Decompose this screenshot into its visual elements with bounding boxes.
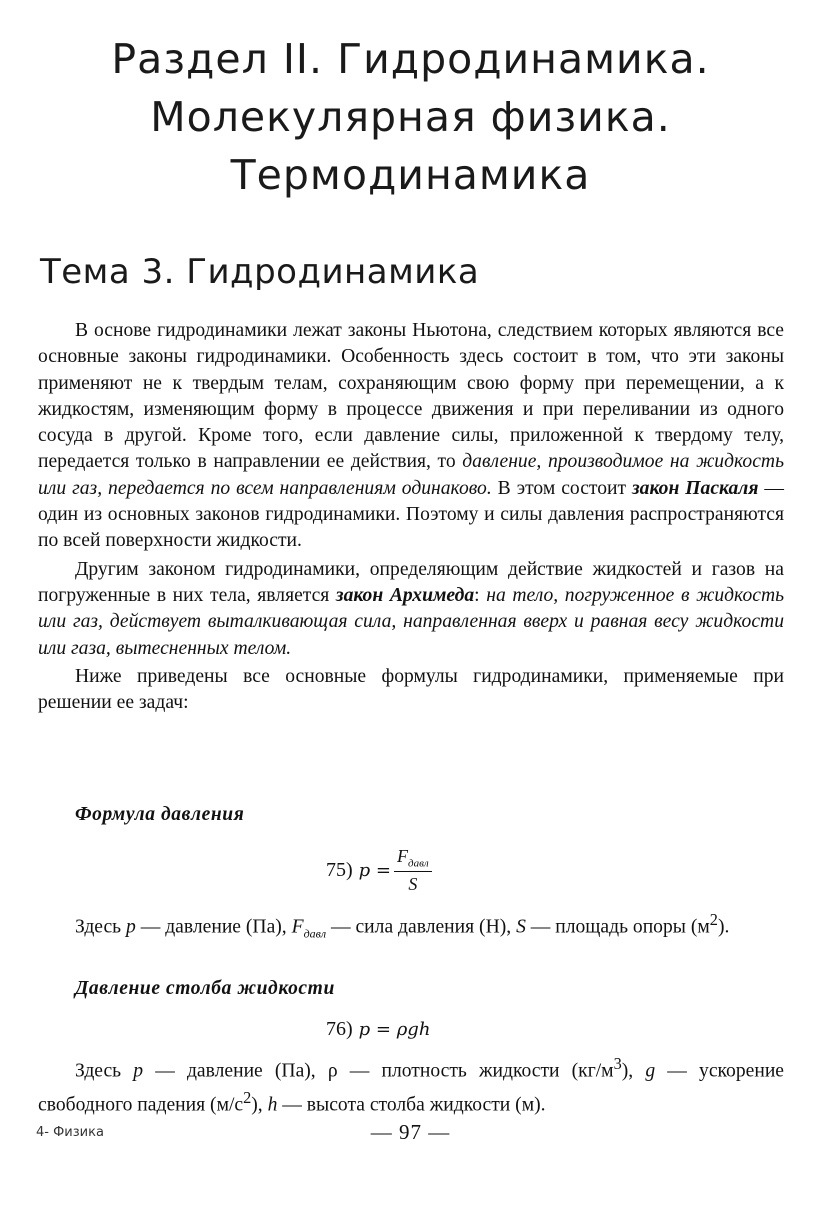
formula-75-numerator: $F_{давл}$ (394, 846, 432, 872)
printer-signature: 4- Физика (36, 1125, 104, 1140)
page-number: — 97 — (370, 1120, 451, 1144)
section-title-line-2: Молекулярная физика. (150, 93, 671, 141)
section-title-line-3: Термодинамика (230, 151, 591, 199)
formula-75-denominator: S (408, 873, 418, 894)
formula-75-heading: Формула давления (75, 804, 245, 825)
section-title-line-1: Раздел II. Гидродинамика. (111, 35, 710, 83)
topic-title: Тема 3. Гидродинамика (40, 252, 480, 292)
section-title (40, 30, 781, 204)
formula-76-number: 76) (326, 1018, 353, 1040)
pascal-statement: давление, производимое на жидкость или газ, передается по всем направлениям одинаково. (38, 451, 784, 499)
formula-75-fraction (394, 846, 432, 895)
archimedes-statement: на тело, погруженное в жидкость или газ, действует выталкивающая сила, направленная вверх и равная весу жидкости или газа, вытесненных телом. (38, 584, 785, 659)
paragraph-formulas-intro: Ниже приведены все основные формулы гидродинамики, применяемые при решении ее задач: (38, 665, 784, 714)
archimedes-law-term: закон Архимеда (335, 584, 475, 606)
formula-76-explanation: Здесь p — давление (Па), ρ — плотность жидкости $(кг/м^3)$, g — ускорение свободного падения $(м/с^2)$, h — высота столба жидкости (м). (38, 1054, 784, 1116)
paragraph-archimedes: Другим законом гидродинамики, определяющим действие жидкостей и газов на погруженные в них тела, является закон Архимеда: на тело, погруженное в жидкость или газ, действует выталкивающая сила, направленная вверх и равная весу жидкости или газа, вытесненных телом. (38, 558, 785, 659)
formula-76 (326, 1018, 430, 1041)
formula-75-explanation: Здесь p — давление (Па), $F_{давл}$ — сила давления (Н), S — площадь опоры $(м^2)$. (75, 910, 730, 941)
formula-76-heading: Давление столба жидкости (75, 978, 335, 999)
body-text (38, 318, 784, 718)
formula-75-number: 75) (326, 858, 353, 881)
paragraph-pascal: В основе гидродинамики лежат законы Ньютона, следствием которых являются все основные законы гидродинамики. Особенность здесь состоит в том, что эти законы применяют не к твердым телам, сохраняющим свою форму при перемещении, а к жидкостям, изменяющим форму в процессе движения и при переливании из одного сосуда в другой. Кроме того, если давление силы, приложенной к твердому телу, передается только в направлении ее действия, то давление, производимое на жидкость или газ, передается по всем направлениям одинаково. В этом состоит закон Паскаля — один из основных законов гидродинамики. Поэтому и силы давления распространяются по всей поверхности жидкости. (38, 320, 784, 552)
formula-75 (326, 846, 432, 895)
formula-75-lhs: p = (358, 859, 391, 881)
pascal-law-term: закон Паскаля (632, 477, 759, 499)
formula-76-expression: p = ρgh (358, 1019, 431, 1040)
